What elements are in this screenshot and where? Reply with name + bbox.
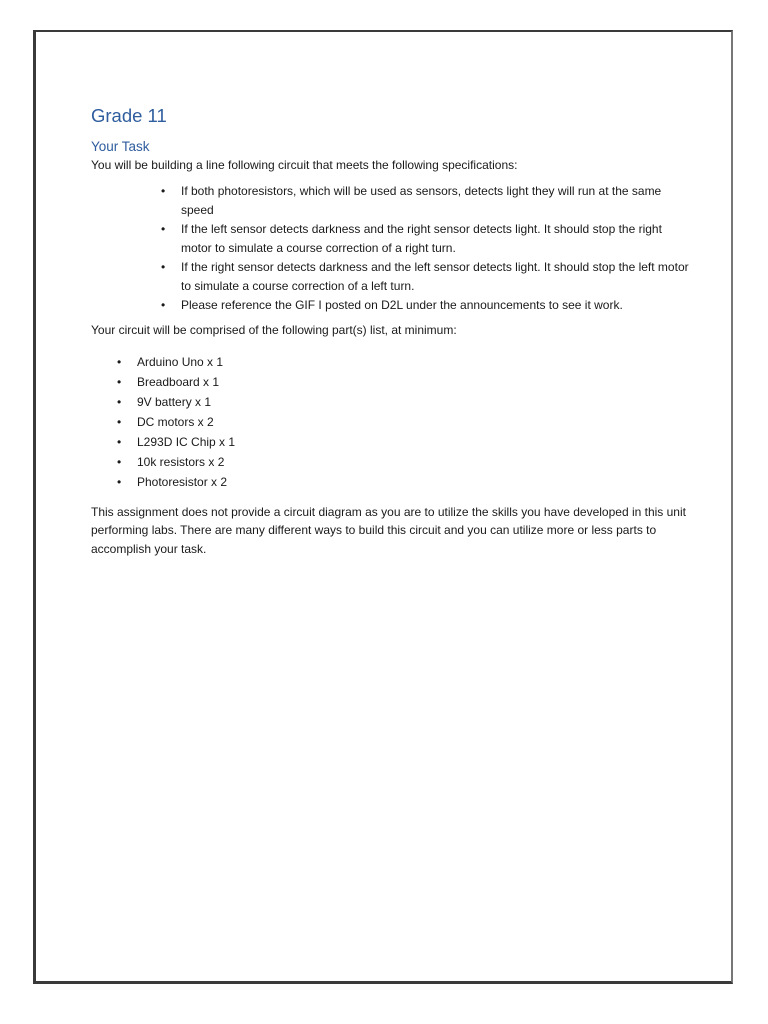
bullet-icon: • [117, 394, 122, 409]
part-text: DC motors x 2 [137, 414, 214, 429]
part-item [117, 432, 691, 452]
bullet-icon: • [117, 474, 122, 489]
specification-text: If the right sensor detects darkness and the left sensor detects light. It should stop the left motor to simulate a course correction of a left turn. [181, 260, 689, 293]
specification-item [161, 182, 691, 219]
specification-text: If both photoresistors, which will be used as sensors, detects light they will run at the same speed [181, 184, 662, 217]
bullet-icon: • [117, 454, 122, 469]
bullet-icon: • [161, 222, 166, 236]
part-text: 9V battery x 1 [137, 394, 212, 409]
part-item [117, 352, 691, 372]
bullet-icon: • [161, 260, 166, 274]
bullet-icon: • [117, 354, 122, 369]
part-text: 10k resistors x 2 [137, 454, 225, 469]
part-text: Breadboard x 1 [137, 374, 220, 389]
bullet-icon: • [117, 414, 122, 429]
section-heading: Your Task [91, 139, 150, 154]
intro-paragraph: You will be building a line following circuit that meets the following specifications: [91, 158, 518, 172]
closing-paragraph: This assignment does not provide a circuit diagram as you are to utilize the skills you have developed in this unit performing labs. There are many different ways to build this circuit and you can utilize more or less parts to accomplish your task. [91, 504, 686, 556]
specification-item [161, 258, 691, 295]
bullet-icon: • [117, 434, 122, 449]
part-text: Arduino Uno x 1 [137, 354, 224, 369]
specification-text: If the left sensor detects darkness and the right sensor detects light. It should stop the right motor to simulate a course correction of a right turn. [181, 222, 662, 255]
part-item [117, 372, 691, 392]
bullet-icon: • [161, 184, 166, 198]
bullet-icon: • [117, 374, 122, 389]
parts-list [91, 352, 691, 492]
document-body [91, 104, 691, 558]
part-item [117, 472, 691, 492]
specification-item [161, 220, 691, 257]
document-page [33, 30, 733, 984]
specification-text: Please reference the GIF I posted on D2L under the announcements to see it work. [181, 298, 623, 312]
specification-list [91, 182, 691, 315]
page-title: Grade 11 [91, 105, 167, 126]
part-item [117, 412, 691, 432]
part-item [117, 452, 691, 472]
part-text: L293D IC Chip x 1 [137, 434, 236, 449]
part-text: Photoresistor x 2 [137, 474, 228, 489]
specification-item [161, 296, 691, 315]
bullet-icon: • [161, 298, 166, 312]
parts-intro-paragraph: Your circuit will be comprised of the following part(s) list, at minimum: [91, 322, 457, 337]
part-item [117, 392, 691, 412]
